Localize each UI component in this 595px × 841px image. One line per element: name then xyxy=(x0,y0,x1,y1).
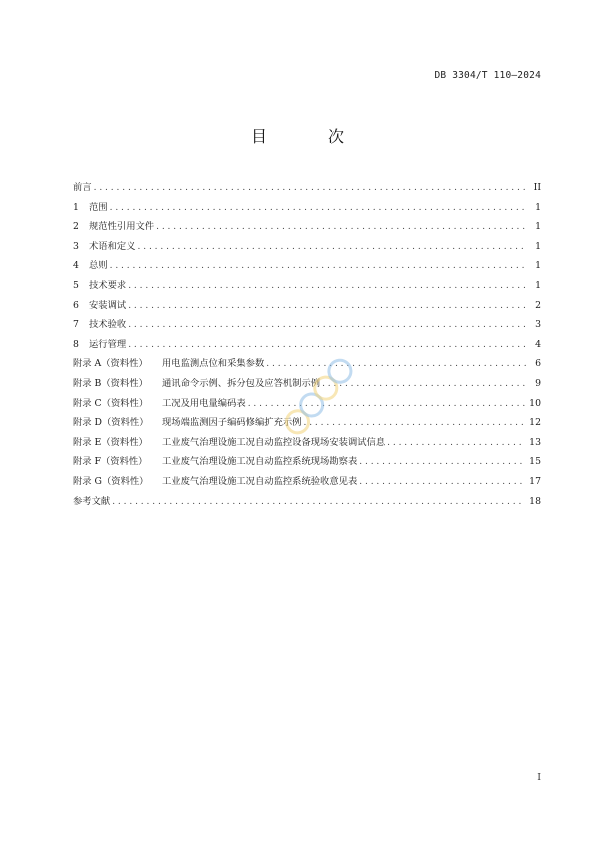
toc-entry-2[interactable] xyxy=(73,217,541,237)
toc-page-number: 4 xyxy=(535,338,541,350)
toc-dot-leader xyxy=(128,276,527,297)
toc-dot-leader xyxy=(387,433,525,454)
toc-appendix-label: 附录 D（资料性） xyxy=(73,417,149,429)
watermark-ring xyxy=(310,373,341,404)
toc-entry-text: 运行管理 xyxy=(89,338,127,350)
toc-page-number: 1 xyxy=(535,221,541,233)
page-title: 目 次 xyxy=(250,127,373,146)
toc-section-number: 2 xyxy=(73,221,79,233)
toc-dot-leader xyxy=(359,452,525,473)
toc-appendix-label: 附录 C（资料性） xyxy=(73,397,149,409)
toc-section-number: 4 xyxy=(73,260,79,272)
toc-appendix-label: 附录 B（资料性） xyxy=(73,377,148,389)
toc-entry-text: 工业废气治理设施工况自动监控设备现场安装调试信息 xyxy=(162,436,386,448)
toc-page-number: 1 xyxy=(535,279,541,291)
toc-page-number: 6 xyxy=(535,358,541,370)
toc-dot-leader xyxy=(128,296,527,317)
toc-entry-5[interactable] xyxy=(73,276,541,296)
toc-page-number: 12 xyxy=(529,417,541,429)
toc-entry-8[interactable] xyxy=(73,335,541,355)
toc-page-number: 15 xyxy=(529,456,541,468)
watermark-ring xyxy=(282,406,313,437)
toc-dot-leader xyxy=(94,178,527,199)
toc-entry-text: 安装调试 xyxy=(89,299,127,311)
watermark-ring xyxy=(296,389,327,420)
toc-entry-text: 工况及用电量编码表 xyxy=(162,397,246,409)
toc-entry-1[interactable] xyxy=(73,198,541,218)
toc-page-number: 10 xyxy=(529,397,541,409)
toc-dot-leader xyxy=(112,492,525,513)
toc-dot-leader xyxy=(110,256,527,277)
toc-page-number: 18 xyxy=(529,495,541,507)
toc-entry-text: 参考文献 xyxy=(73,495,111,507)
toc-page-number: 9 xyxy=(535,377,541,389)
toc-dot-leader xyxy=(156,217,527,238)
toc-entry-text: 现场端监测因子编码修编扩充示例 xyxy=(162,417,302,429)
toc-page-number: 1 xyxy=(535,240,541,252)
toc-entry-text: 技术要求 xyxy=(89,279,127,291)
toc-page-number: 1 xyxy=(535,201,541,213)
toc-entry-4[interactable] xyxy=(73,256,541,276)
toc-page-number: 17 xyxy=(529,475,541,487)
table-of-contents xyxy=(73,178,541,511)
toc-appendix-label: 附录 F（资料性） xyxy=(73,456,148,468)
toc-page-number: 1 xyxy=(535,260,541,272)
toc-section-number: 5 xyxy=(73,279,79,291)
toc-appendix-label: 附录 G（资料性） xyxy=(73,475,149,487)
toc-dot-leader xyxy=(138,237,528,258)
toc-dot-leader xyxy=(128,315,527,336)
toc-appendix-label: 附录 A（资料性） xyxy=(73,358,148,370)
toc-entry-text: 范围 xyxy=(89,201,108,213)
toc-section-number: 8 xyxy=(73,338,79,350)
toc-entry-7[interactable] xyxy=(73,315,541,335)
toc-entry-appendix-g[interactable] xyxy=(73,472,541,492)
toc-entry-text: 工业废气治理设施工况自动监控系统现场勘察表 xyxy=(162,456,358,468)
toc-entry-text: 工业废气治理设施工况自动监控系统验收意见表 xyxy=(162,475,358,487)
toc-entry-text: 前言 xyxy=(73,182,92,193)
toc-entry-references[interactable] xyxy=(73,492,541,512)
watermark-ring xyxy=(324,356,355,387)
toc-entry-6[interactable] xyxy=(73,296,541,316)
toc-entry-text: 总则 xyxy=(89,260,108,272)
toc-entry-3[interactable] xyxy=(73,237,541,257)
document-code: DB 3304/T 110—2024 xyxy=(434,70,541,81)
page-number: I xyxy=(537,772,541,783)
toc-dot-leader xyxy=(110,198,527,219)
toc-entry-foreword[interactable] xyxy=(73,178,541,198)
toc-entry-text: 规范性引用文件 xyxy=(89,221,155,233)
toc-page-number: 2 xyxy=(535,299,541,311)
toc-entry-text: 术语和定义 xyxy=(89,240,136,252)
toc-entry-text: 技术验收 xyxy=(89,319,127,331)
toc-section-number: 1 xyxy=(73,201,79,213)
toc-appendix-label: 附录 E（资料性） xyxy=(73,436,148,448)
toc-page-number: 13 xyxy=(529,436,541,448)
toc-page-number: 3 xyxy=(535,319,541,331)
toc-entry-text: 用电监测点位和采集参数 xyxy=(162,358,265,370)
toc-entry-text: 通讯命令示例、拆分包及应答机制示例 xyxy=(162,377,321,389)
toc-dot-leader xyxy=(359,472,525,493)
toc-section-number: 7 xyxy=(73,319,79,331)
toc-section-number: 3 xyxy=(73,240,79,252)
toc-section-number: 6 xyxy=(73,299,79,311)
toc-page-number: II xyxy=(533,182,541,193)
